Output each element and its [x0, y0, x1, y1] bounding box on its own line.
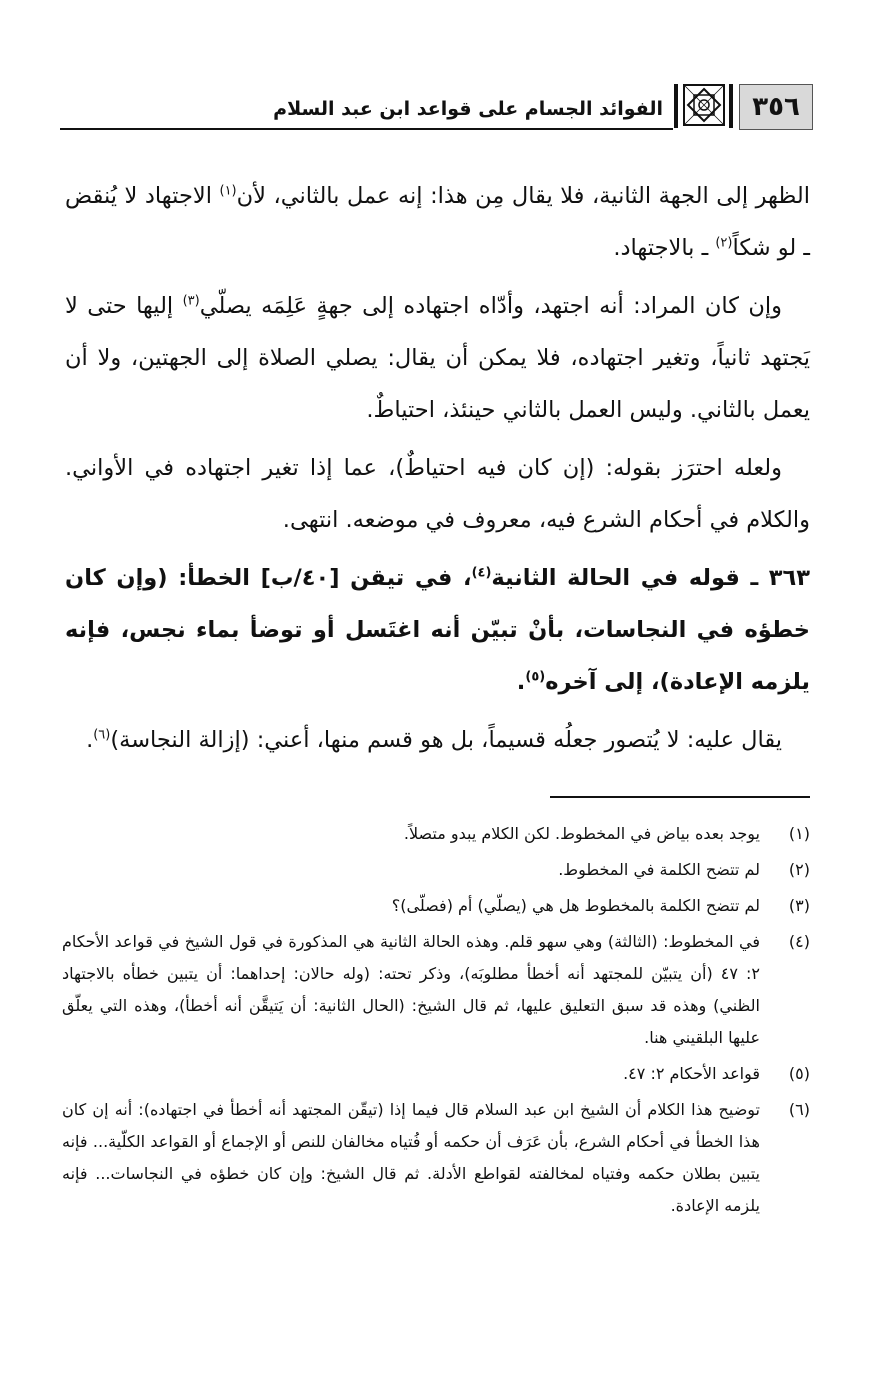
text-span: إليها حتى لا يَجتهد ثانياً، وتغير اجتهاده، فلا يمكن أن يقال: يصلي الصلاة إلى الجهتين، ولا أن يعمل بالثاني. وليس العمل بالثاني حينئذ، احتياطٌ.: [65, 293, 810, 423]
footnote-ref: (٣): [182, 293, 200, 309]
footnote-number: (١): [788, 824, 810, 843]
footnote-text: في المخطوط: (الثالثة) وهي سهو قلم. وهذه الحالة الثانية هي المذكورة في قول الشيخ في قواعد الأحكام ٢: ٤٧ (أن يتبيّن للمجتهد أنه أخطأ مطلوبَه)، وذكر تحته: (وله حالان: إحداهما: أن يتبين خطأه بالاجتهاد الظني) وهذه قد سبق التعليق عليها، ثم قال الشيخ: (الحال الثانية: أن يَتيقَّن أنه أخطأ)، وهذه التي يعلّق عليها البلقيني هنا.: [62, 932, 761, 1047]
header-bar: [729, 84, 733, 128]
paragraph: ولعله احترَز بقوله: (إن كان فيه احتياطٌ)، عما إذا تغير اجتهاده في الأواني. والكلام في أحكام الشرع فيه، معروف في موضعه. انتهى.: [65, 455, 810, 533]
paragraph: [65, 280, 810, 436]
text-span: يقال عليه: لا يُتصور جعلُه قسيماً، بل هو قسم منها، أعني: (إزالة النجاسة): [110, 727, 782, 753]
footnote-ref: (٢): [715, 235, 733, 251]
footnote: [62, 818, 810, 850]
header-rule: [60, 128, 673, 130]
text-span: .: [516, 669, 526, 695]
footnote-text: توضيح هذا الكلام أن الشيخ ابن عبد السلام قال فيما إذا (تيقّن المجتهد أنه أخطأ في اجتهاده): أنه إن كان هذا الخطأ في أحكام الشرع، بأن عَرَف أن حكمه أو فُتياه مخالفان للنص أو الإجماع أو القواعد الكلّية... فإنه يتبين بطلان حكمه وفتياه لمخالفته لقواطع الأدلة. ثم قال الشيخ: وإن كان خطؤه في النجاسات... فإنه يلزمه الإعادة.: [62, 1100, 760, 1215]
footnote: [62, 926, 810, 1054]
running-title: الفوائد الجسام على قواعد ابن عبد السلام: [273, 98, 663, 120]
footnote-number: (٢): [788, 860, 810, 879]
main-text: [65, 170, 810, 772]
paragraph: [65, 170, 810, 274]
footnote-ref: (٤): [471, 565, 492, 581]
section-paragraph: [65, 552, 810, 708]
footnote-ref: (١): [219, 183, 237, 199]
footnote: [62, 1058, 810, 1090]
text-span: .: [86, 727, 94, 753]
header-bar: [674, 84, 678, 128]
footnote-number: (٦): [788, 1100, 810, 1119]
footnotes: [62, 818, 810, 1226]
footnote-number: (٤): [788, 932, 810, 951]
text-span: الظهر إلى الجهة الثانية، فلا يقال مِن هذا: إنه عمل بالثاني، لأن: [236, 183, 810, 209]
footnote: [62, 854, 810, 886]
footnote-number: (٣): [788, 896, 810, 915]
footnote: [62, 1094, 810, 1222]
paragraph: [65, 714, 810, 766]
footnote-text: قواعد الأحكام ٢: ٤٧.: [623, 1064, 760, 1083]
footnote-text: لم تتضح الكلمة في المخطوط.: [558, 860, 760, 879]
text-span: ، في تيقن [٤٠/ب] الخطأ: (وإن كان خطؤه في النجاسات، بأنْ تبيّن أنه اغتَسل أو توضأ بماء نجس، فإنه يلزمه الإعادة)، إلى آخره: [65, 565, 810, 695]
footnote-ref: (٥): [525, 669, 546, 685]
page-number: ٣٥٦: [739, 84, 813, 130]
text-span: ـ بالاجتهاد.: [613, 235, 716, 261]
footnote-ref: (٦): [93, 727, 111, 743]
footnote-number: (٥): [788, 1064, 810, 1083]
ornament-icon: [683, 84, 725, 126]
footnote-text: يوجد بعده بياض في المخطوط. لكن الكلام يبدو متصلاً.: [403, 824, 760, 843]
text-span: وإن كان المراد: أنه اجتهد، وأدّاه اجتهاده إلى جهةٍ عَلِمَه يصلّي: [199, 293, 782, 319]
footnote-text: لم تتضح الكلمة بالمخطوط هل هي (يصلّي) أم (فصلّى)؟: [391, 896, 760, 915]
footnote: [62, 890, 810, 922]
footnote-separator: [550, 796, 810, 798]
text-span: الاجتهاد لا يُنقض ـ لو شكاً: [65, 183, 810, 261]
page-header: [60, 78, 813, 142]
text-span: ٣٦٣ ـ قوله في الحالة الثانية: [491, 565, 810, 591]
